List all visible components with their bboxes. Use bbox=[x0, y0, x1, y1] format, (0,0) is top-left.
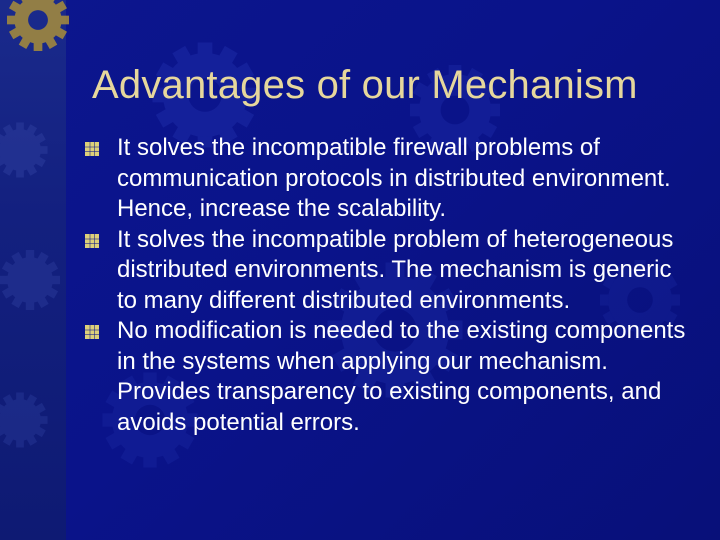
bullet-text: No modification is needed to the existing components in the systems when applying our mechanism. Provides transparency to existing components, and avoids potential errors. bbox=[117, 317, 686, 436]
bullet-item bbox=[84, 133, 694, 225]
bullet-text: It solves the incompatible problem of heterogeneous distributed environments. The mechanism is generic to many different distributed environments. bbox=[117, 225, 674, 314]
bullet-item bbox=[84, 225, 694, 317]
bullet-item bbox=[84, 316, 694, 438]
square-grid-bullet-icon bbox=[85, 325, 99, 339]
gear-icon bbox=[0, 393, 47, 448]
square-grid-bullet-icon bbox=[85, 142, 99, 156]
gear-icon bbox=[7, 0, 69, 51]
slide-title: Advantages of our Mechanism bbox=[92, 63, 638, 107]
bullet-text: It solves the incompatible firewall problems of communication protocols in distributed environment. Hence, increase the scalability. bbox=[117, 134, 671, 222]
square-grid-bullet-icon bbox=[85, 234, 99, 248]
gear-icon bbox=[0, 123, 47, 178]
bullet-list bbox=[84, 133, 694, 438]
gear-icon bbox=[0, 250, 60, 310]
